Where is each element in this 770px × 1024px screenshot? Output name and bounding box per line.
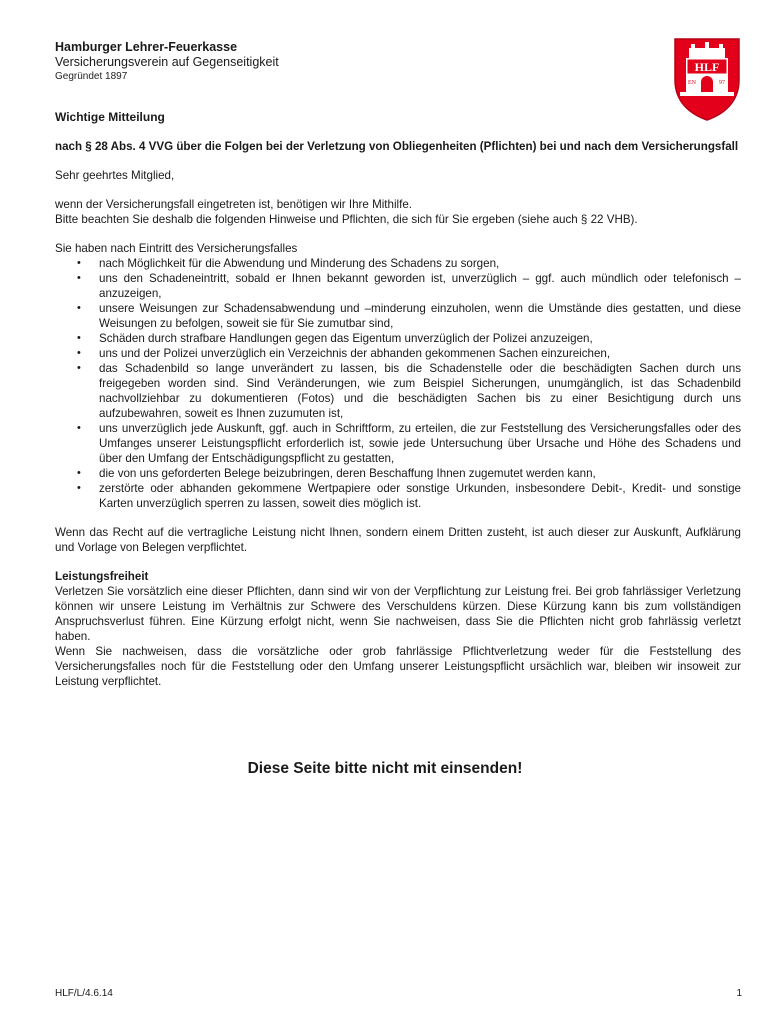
list-item: • das Schadenbild so lange unverändert zu lassen, bis die Schadenstelle oder die beschädigten Sachen durch uns freigegeben worden sind. Sind Veränderungen, wie zum Beispiel Sicherungen, unumgänglich, ist das Schadenbild nachvollziehbar zu dokumentieren (Fotos) und die beschädigten Sachen bis zu einer Besichtigung durch uns aufzubewahren, soweit es Ihnen zuzumuten ist, [77,362,741,420]
bullet-icon: • [77,257,81,269]
logo-right-text: 97 [719,80,725,86]
list-item: • Schäden durch strafbare Handlungen gegen das Eigentum unverzüglich der Polizei anzuzeigen, [77,332,593,345]
logo-left-text: EN [688,80,696,86]
organization-subtitle: Versicherungsverein auf Gegenseitigkeit [55,55,279,69]
bullet-icon: • [77,272,81,284]
intro-line-2: Bitte beachten Sie deshalb die folgenden Hinweise und Pflichten, die sich für Sie ergeben (siehe auch § 22 VHB). [55,213,638,226]
list-item: • uns und der Polizei unverzüglich ein Verzeichnis der abhanden gekommenen Sachen einzureichen, [77,347,611,360]
leistungsfreiheit-paragraph-1: Verletzen Sie vorsätzlich eine dieser Pflichten, dann sind wir von der Verpflichtung zur Leistung frei. Bei grob fahrlässiger Verletzung können wir unsere Leistung im Verhältnis zur Schwere des Verschuldens kürzen. Diese Kürzung kann bis zum vollständigen Anspruchsverlust führen. Eine Kürzung erfolgt nicht, wenn Sie nachweisen, dass Sie die Pflichten nicht grob fahrlässig verletzt haben. [55,585,741,643]
section-title-leistungsfreiheit: Leistungsfreiheit [55,570,149,583]
page-number: 1 [736,988,742,999]
duties-list [55,256,741,511]
leistungsfreiheit-paragraph-2: Wenn Sie nachweisen, dass die vorsätzliche oder grob fahrlässige Pflichtverletzung weder für die Feststellung des Versicherungsfalles noch für die Feststellung oder den Umfang unserer Leistungspflicht ursächlich war, bleiben wir insoweit zur Leistung verpflichtet. [55,645,741,688]
list-item: • uns den Schadeneintritt, sobald er Ihnen bekannt geworden ist, unverzüglich – ggf. auch mündlich oder telefonisch – anzuzeigen, [77,272,741,300]
document-subtitle: nach § 28 Abs. 4 VVG über die Folgen bei der Verletzung von Obliegenheiten (Pflichten) bei und nach dem Versicherungsfall [55,140,739,153]
letter-body [55,110,741,689]
intro-line-1: wenn der Versicherungsfall eingetreten ist, benötigen wir Ihre Mithilfe. [55,198,413,211]
founded-year: Gegründet 1897 [55,71,128,82]
salutation: Sehr geehrtes Mitglied, [55,169,175,182]
letterhead [55,40,615,84]
organization-name: Hamburger Lehrer-Feuerkasse [55,40,238,54]
list-item: • unsere Weisungen zur Schadensabwendung und –minderung einzuholen, wenn die Umstände dies gestatten, und diese Weisungen zu befolgen, soweit sie für Sie zumutbar sind, [77,302,741,330]
document-title: Wichtige Mitteilung [55,110,165,124]
bullet-icon: • [77,347,81,359]
list-item: • uns unverzüglich jede Auskunft, ggf. auch in Schriftform, zu erteilen, die zur Feststellung des Versicherungsfalles oder des Umfanges unserer Leistungspflicht erforderlich ist, sowie jede Untersuchung über Ursache und Höhe des Schadens und über den Umfang der Entschädigungspflicht zu gestatten, [77,422,741,465]
bullet-icon: • [77,332,81,344]
bullet-icon: • [77,482,81,494]
do-not-send-notice: Diese Seite bitte nicht mit einsenden! [247,760,523,777]
third-party-paragraph: Wenn das Recht auf die vertragliche Leistung nicht Ihnen, sondern einem Dritten zusteht, ist auch dieser zur Auskunft, Aufklärung und Vorlage von Belegen verpflichtet. [55,526,741,554]
duties-intro: Sie haben nach Eintritt des Versicherungsfalles [55,242,298,255]
list-item: • zerstörte oder abhanden gekommene Wertpapiere oder sonstige Urkunden, insbesondere Debit-, Kredit- und sonstige Karten unverzüglich sperren zu lassen, soweit dies möglich ist. [77,482,741,510]
bullet-icon: • [77,302,81,314]
bullet-icon: • [77,467,81,479]
logo-letters: HLF [694,60,720,74]
document-reference: HLF/L/4.6.14 [55,988,113,999]
list-item: • die von uns geforderten Belege beizubringen, deren Beschaffung Ihnen zugemutet werden kann, [77,467,596,480]
bullet-icon: • [77,362,81,374]
bullet-icon: • [77,422,81,434]
list-item: • nach Möglichkeit für die Abwendung und Minderung des Schadens zu sorgen, [77,257,500,270]
